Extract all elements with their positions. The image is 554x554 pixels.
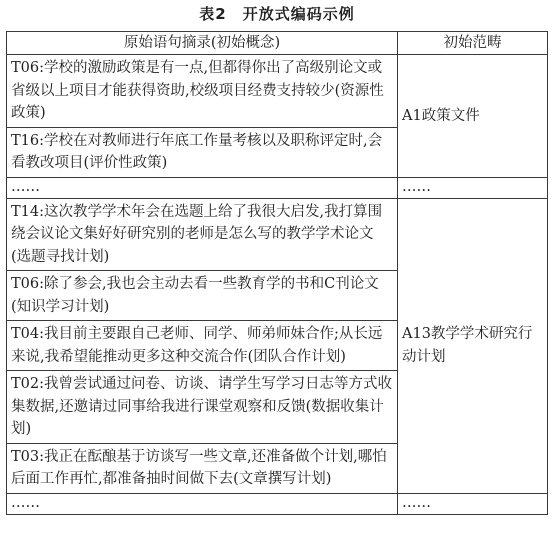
table-header-row	[7, 32, 548, 55]
excerpt-cell: T06:学校的激励政策是有一点,但都得你出了高级别论文或省级以上项目才能获得资助,校级项目经费支持较少(资源性政策)	[7, 55, 398, 128]
excerpt-cell: T04:我目前主要跟自己老师、同学、师弟师妹合作;从长远来说,我希望能推动更多这种交流合作(团队合作计划)	[7, 321, 398, 371]
header-category: 初始范畴	[398, 32, 548, 55]
table-row	[7, 177, 548, 198]
excerpt-cell: T14:这次教学学术年会在选题上给了我很大启发,我打算围绕会议论文集好好研究别的老师是怎么写的教学学术论文(选题寻找计划)	[7, 198, 398, 271]
excerpt-cell: T03:我正在酝酿基于访谈写一些文章,还准备做个计划,哪怕后面工作再忙,都准备抽时间做下去(文章撰写计划)	[7, 443, 398, 493]
table-title: 表2 开放式编码示例	[199, 5, 355, 23]
table-row	[7, 55, 548, 128]
category-cell: A1政策文件	[398, 55, 548, 178]
open-coding-table	[6, 31, 548, 515]
table-row	[7, 198, 548, 271]
excerpt-ellipsis-cell: ……	[7, 493, 398, 514]
excerpt-cell: T16:学校在对教师进行年底工作量考核以及职称评定时,会看教改项目(评价性政策)	[7, 127, 398, 177]
excerpt-cell: T06:除了参会,我也会主动去看一些教育学的书和C刊论文(知识学习计划)	[7, 271, 398, 321]
table-row	[7, 493, 548, 514]
category-cell: A13教学学术研究行动计划	[398, 198, 548, 493]
category-ellipsis-cell: ……	[398, 493, 548, 514]
excerpt-ellipsis-cell: ……	[7, 177, 398, 198]
excerpt-cell: T02:我曾尝试通过问卷、访谈、请学生写学习日志等方式收集数据,还邀请过同事给我进行课堂观察和反馈(数据收集计划)	[7, 371, 398, 444]
header-excerpt: 原始语句摘录(初始概念)	[7, 32, 398, 55]
category-ellipsis-cell: ……	[398, 177, 548, 198]
